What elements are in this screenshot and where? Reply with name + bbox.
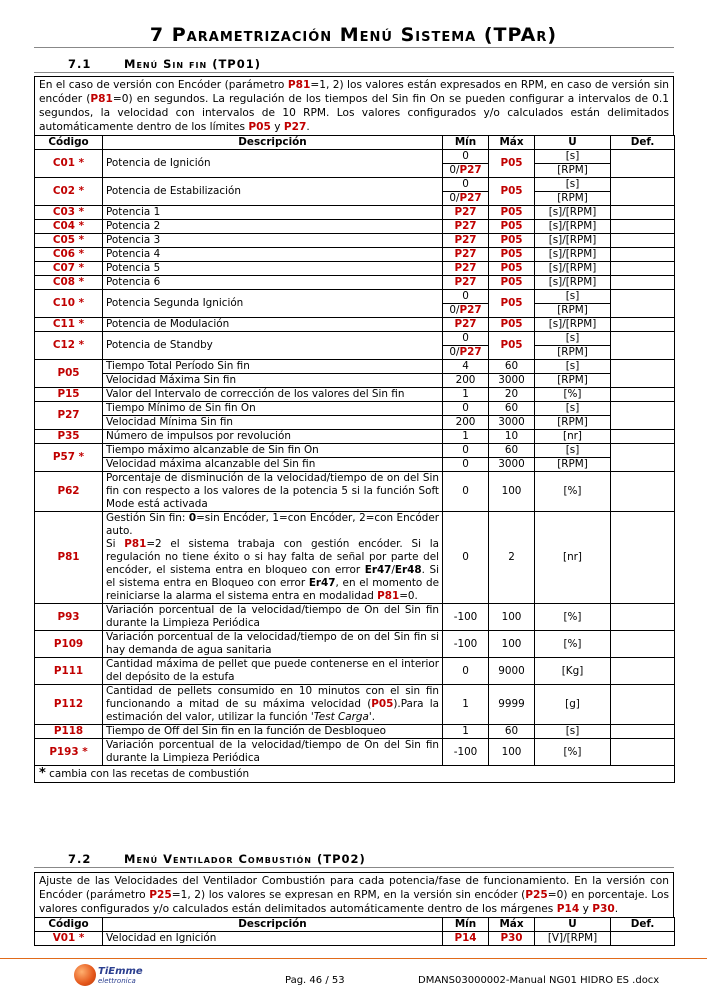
param-unit: [s] (535, 725, 611, 739)
text-run: P81 (124, 538, 147, 550)
table-row (35, 932, 675, 946)
param-max: P05 (489, 178, 535, 206)
param-min: 1 (443, 725, 489, 739)
document-name: DMANS03000002-Manual NG01 HIDRO ES .docx (418, 975, 660, 986)
param-description: Tiempo máximo alcanzable de Sin fin On (103, 444, 443, 458)
param-unit: [RPM] (535, 192, 611, 206)
param-default (611, 388, 675, 402)
text-run: Er47 (308, 577, 336, 589)
table-row (35, 631, 675, 658)
table-row (35, 458, 675, 472)
param-description: Variación porcentual de la velocidad/tiempo de On del Sin fin durante la Limpieza Periódica (103, 604, 443, 631)
param-default (611, 262, 675, 276)
param-code: P35 (35, 430, 103, 444)
logo-sphere-icon (74, 964, 96, 986)
param-description: Variación porcentual de la velocidad/tiempo de On del Sin fin durante la Limpieza Periódica (103, 739, 443, 766)
text-run: =sin Encóder, 1=con Encóder, 2=con Encóder auto. (106, 512, 439, 537)
table-row (35, 416, 675, 430)
page-number: Pag. 46 / 53 (285, 975, 345, 986)
table-row (35, 332, 675, 346)
param-max: 60 (489, 360, 535, 374)
table-row (35, 150, 675, 164)
param-min: 0 (443, 290, 489, 304)
param-max: P05 (489, 276, 535, 290)
param-default (611, 685, 675, 725)
param-unit: [RPM] (535, 304, 611, 318)
section-name: Menú Ventilador Combustión (TP02) (124, 852, 366, 866)
footnote-row (35, 766, 675, 783)
param-description: Potencia de Ignición (103, 150, 443, 178)
param-description: Tiempo de Off del Sin fin en la función de Desbloqueo (103, 725, 443, 739)
table-row (35, 220, 675, 234)
section-heading-2 (68, 852, 366, 866)
param-description: Velocidad en Ignición (103, 932, 443, 946)
text-run: Ajuste de las Velocidades del Ventilador Combustión para cada potencia/fase de funcionamiento. En la versión con Encóder (parámetro (39, 875, 669, 901)
intro-text-1 (35, 77, 673, 135)
param-default (611, 220, 675, 234)
param-unit: [%] (535, 388, 611, 402)
param-unit: [RPM] (535, 374, 611, 388)
param-unit: [s] (535, 360, 611, 374)
param-max: 2 (489, 512, 535, 604)
param-unit: [RPM] (535, 416, 611, 430)
param-code: C04 * (35, 220, 103, 234)
column-header: Máx (489, 918, 535, 932)
param-max: 9999 (489, 685, 535, 725)
param-description: Cantidad máxima de pellet que puede contenerse en el interior del depósito de la estufa (103, 658, 443, 685)
param-code: P111 (35, 658, 103, 685)
param-code: C07 * (35, 262, 103, 276)
param-default (611, 276, 675, 290)
param-min: P27 (443, 234, 489, 248)
text-run: =1, 2) los valores se expresan en RPM, en la versión sin encóder ( (171, 889, 526, 901)
table-row (35, 388, 675, 402)
param-min: 0 (443, 150, 489, 164)
column-header: U (535, 918, 611, 932)
title-divider (34, 47, 674, 48)
parameter-table-2 (34, 917, 675, 946)
param-unit: [RPM] (535, 164, 611, 178)
param-min: 0/P27 (443, 164, 489, 178)
intro-text-2 (35, 873, 673, 917)
param-code: C10 * (35, 290, 103, 318)
param-code: C06 * (35, 248, 103, 262)
table-row (35, 658, 675, 685)
param-description: Potencia 1 (103, 206, 443, 220)
param-min: 1 (443, 388, 489, 402)
param-description: Valor del Intervalo de corrección de los valores del Sin fin (103, 388, 443, 402)
param-default (611, 631, 675, 658)
param-default (611, 430, 675, 444)
param-unit: [Kg] (535, 658, 611, 685)
column-header: Máx (489, 136, 535, 150)
param-unit: [g] (535, 685, 611, 725)
param-min: 0/P27 (443, 346, 489, 360)
text-run: P25 (149, 889, 172, 901)
table-row (35, 604, 675, 631)
param-description: Potencia de Estabilización (103, 178, 443, 206)
param-max: P05 (489, 290, 535, 318)
param-max: 60 (489, 402, 535, 416)
param-min: 200 (443, 416, 489, 430)
param-max: 9000 (489, 658, 535, 685)
section-divider-1 (34, 72, 674, 73)
text-run: , en el momento de reiniciarse la alarma el sistema entra en modalidad (106, 577, 439, 602)
param-code: P81 (35, 512, 103, 604)
param-description: Porcentaje de disminución de la velocidad/tiempo de on del Sin fin con respecto a los valores de la potencia 5 si la función Soft Mode está activada (103, 472, 443, 512)
param-min: 1 (443, 430, 489, 444)
param-code: P62 (35, 472, 103, 512)
param-code: P109 (35, 631, 103, 658)
param-unit: [s]/[RPM] (535, 220, 611, 234)
table-row (35, 360, 675, 374)
table-row (35, 262, 675, 276)
param-min: 0 (443, 512, 489, 604)
param-default (611, 318, 675, 332)
param-min: 0 (443, 444, 489, 458)
text-run: Er48 (394, 564, 422, 576)
footnote (35, 766, 675, 783)
param-unit: [s] (535, 150, 611, 164)
param-description: Tiempo Mínimo de Sin fin On (103, 402, 443, 416)
param-max: 3000 (489, 374, 535, 388)
param-unit: [s] (535, 444, 611, 458)
param-max: 100 (489, 472, 535, 512)
param-code: C12 * (35, 332, 103, 360)
text-run: P27 (283, 121, 307, 133)
param-default (611, 739, 675, 766)
param-default (611, 725, 675, 739)
param-default (611, 604, 675, 631)
text-run: =0) en porcentaje. Los valores configurados y/o calculados están delimitados automáticamente dentro de los márgenes (39, 889, 669, 915)
param-code: P193 * (35, 739, 103, 766)
text-run: P25 (525, 889, 548, 901)
param-min: P27 (443, 276, 489, 290)
text-run: Cantidad de pellets consumido en 10 minutos con el sin fin funcionando a mitad de su máxima velocidad ( (106, 685, 439, 710)
param-description (103, 685, 443, 725)
column-header: Descripción (103, 136, 443, 150)
column-header: Descripción (103, 918, 443, 932)
param-max: P05 (489, 262, 535, 276)
table-row (35, 739, 675, 766)
param-default (611, 512, 675, 604)
footer-divider (0, 958, 707, 959)
text-run: P81 (377, 590, 400, 602)
text-run: 0 (188, 512, 197, 524)
param-unit: [%] (535, 604, 611, 631)
param-min: 0/P27 (443, 192, 489, 206)
param-max: 100 (489, 739, 535, 766)
param-default (611, 248, 675, 262)
section-number: 7.2 (68, 852, 92, 866)
param-max: 20 (489, 388, 535, 402)
param-min: 0 (443, 472, 489, 512)
param-description: Potencia 3 (103, 234, 443, 248)
param-unit: [s] (535, 402, 611, 416)
param-min: P27 (443, 318, 489, 332)
param-default (611, 360, 675, 388)
table-row (35, 444, 675, 458)
table-row (35, 206, 675, 220)
param-min: -100 (443, 631, 489, 658)
text-run: =0) en segundos. La regulación de los tiempos del Sin fin On se pueden configurar a intervalos de 0.1 segundos, la velocidad con intervalos de 10 RPM. Los valores configurados y/o calculados están delimitados automáticamente dentro de los límites (39, 93, 669, 133)
param-description: Potencia de Modulación (103, 318, 443, 332)
table-row (35, 725, 675, 739)
param-default (611, 178, 675, 206)
param-description: Número de impulsos por revolución (103, 430, 443, 444)
section-number: 7.1 (68, 57, 92, 71)
param-max: P05 (489, 318, 535, 332)
param-code: P15 (35, 388, 103, 402)
text-run: P81 (287, 79, 311, 91)
param-description: Potencia Segunda Ignición (103, 290, 443, 318)
param-code: P05 (35, 360, 103, 388)
table-row (35, 276, 675, 290)
intro-box-1 (34, 76, 674, 136)
param-min: 0 (443, 458, 489, 472)
param-code: P57 * (35, 444, 103, 472)
section-divider-2 (34, 867, 674, 868)
param-min: 1 (443, 685, 489, 725)
text-run: =1, 2) los valores están expresados en RPM, en caso de versión sin encóder ( (39, 79, 669, 105)
param-code: P93 (35, 604, 103, 631)
text-run: '. (368, 711, 376, 723)
table-row (35, 472, 675, 512)
param-unit: [s] (535, 290, 611, 304)
table-row (35, 178, 675, 192)
param-min: -100 (443, 604, 489, 631)
param-code: C11 * (35, 318, 103, 332)
logo-text-bottom: elettronica (98, 977, 136, 985)
table-row (35, 430, 675, 444)
table-row (35, 290, 675, 304)
param-unit: [s]/[RPM] (535, 276, 611, 290)
param-max: 60 (489, 725, 535, 739)
footnote-text: cambia con las recetas de combustión (45, 768, 250, 780)
param-description: Potencia 4 (103, 248, 443, 262)
param-code: P118 (35, 725, 103, 739)
table-row (35, 685, 675, 725)
param-unit: [%] (535, 472, 611, 512)
text-run: y (579, 903, 593, 915)
text-run: . Si el sistema entra en Bloqueo con error (106, 564, 440, 589)
column-header: Código (35, 136, 103, 150)
param-min: 0 (443, 178, 489, 192)
intro-box-2 (34, 872, 674, 918)
param-default (611, 206, 675, 220)
text-run: P81 (90, 93, 113, 105)
param-description: Variación porcentual de la velocidad/tiempo de on del Sin fin si hay demanda de agua sanitaria (103, 631, 443, 658)
text-run: . (306, 121, 310, 133)
param-min: P14 (443, 932, 489, 946)
param-max: 100 (489, 631, 535, 658)
param-unit: [s] (535, 332, 611, 346)
param-max: P05 (489, 332, 535, 360)
param-description: Velocidad Mínima Sin fin (103, 416, 443, 430)
param-min: 0/P27 (443, 304, 489, 318)
parameter-table-1 (34, 135, 675, 783)
table-row (35, 318, 675, 332)
param-default (611, 402, 675, 430)
param-description: Velocidad máxima alcanzable del Sin fin (103, 458, 443, 472)
footnote-star: * (39, 766, 46, 781)
param-description: Velocidad Máxima Sin fin (103, 374, 443, 388)
param-description: Potencia de Standby (103, 332, 443, 360)
table-row (35, 234, 675, 248)
table-row (35, 402, 675, 416)
text-run: Gestión Sin fin: (106, 512, 189, 524)
param-max: 60 (489, 444, 535, 458)
text-run: P14 (556, 903, 580, 915)
text-run: Test Carga (313, 711, 369, 723)
param-unit: [V]/[RPM] (535, 932, 611, 946)
param-unit: [s]/[RPM] (535, 262, 611, 276)
param-max: P30 (489, 932, 535, 946)
text-run: y (270, 121, 284, 133)
param-min: P27 (443, 206, 489, 220)
text-run: P05 (248, 121, 271, 133)
param-code: V01 * (35, 932, 103, 946)
text-run: =0. (399, 590, 418, 602)
param-code: P27 (35, 402, 103, 430)
text-run: P05 (371, 698, 394, 710)
column-header: Código (35, 918, 103, 932)
param-default (611, 290, 675, 318)
param-default (611, 658, 675, 685)
param-unit: [nr] (535, 430, 611, 444)
param-min: 4 (443, 360, 489, 374)
text-run: Er47 (364, 564, 392, 576)
text-run: P30 (592, 903, 615, 915)
param-min: -100 (443, 739, 489, 766)
param-unit: [s]/[RPM] (535, 206, 611, 220)
param-description: Tiempo Total Período Sin fin (103, 360, 443, 374)
param-unit: [RPM] (535, 458, 611, 472)
section-name: Menú Sin fin (TP01) (124, 57, 261, 71)
column-header: Def. (611, 136, 675, 150)
param-unit: [s]/[RPM] (535, 248, 611, 262)
text-run: . (614, 903, 619, 915)
param-code: C08 * (35, 276, 103, 290)
param-max: P05 (489, 220, 535, 234)
param-unit: [RPM] (535, 346, 611, 360)
table-row (35, 374, 675, 388)
text-run: =2 el sistema trabaja con gestión encóder. Si la regulación no tiene éxito o si hay falta de señal por parte del encóder, el sistema entra en bloqueo con error (106, 538, 439, 576)
param-code: P112 (35, 685, 103, 725)
param-max: P05 (489, 234, 535, 248)
param-max: 10 (489, 430, 535, 444)
column-header: Mín (443, 136, 489, 150)
param-max: P05 (489, 150, 535, 178)
column-header: U (535, 136, 611, 150)
param-description (103, 512, 443, 604)
text-run: ).Para la estimación del valor, utilizar la función ' (106, 698, 439, 723)
column-header: Def. (611, 918, 675, 932)
param-unit: [%] (535, 739, 611, 766)
text-run: / (391, 564, 395, 576)
param-min: 0 (443, 658, 489, 685)
param-max: 100 (489, 604, 535, 631)
table-row (35, 248, 675, 262)
param-min: 0 (443, 332, 489, 346)
param-default (611, 932, 675, 946)
logo-text-top: TiEmme (98, 966, 143, 977)
param-unit: [s] (535, 178, 611, 192)
param-min: 200 (443, 374, 489, 388)
param-description: Potencia 6 (103, 276, 443, 290)
param-code: C03 * (35, 206, 103, 220)
text-run: En el caso de versión con Encóder (parámetro (39, 79, 288, 91)
param-default (611, 332, 675, 360)
text-run: Si (106, 538, 125, 550)
table-row (35, 512, 675, 604)
company-logo (74, 962, 164, 992)
param-max: 3000 (489, 458, 535, 472)
param-unit: [s]/[RPM] (535, 234, 611, 248)
param-unit: [s]/[RPM] (535, 318, 611, 332)
param-code: C02 * (35, 178, 103, 206)
param-unit: [%] (535, 631, 611, 658)
param-min: P27 (443, 248, 489, 262)
param-description: Potencia 2 (103, 220, 443, 234)
param-min: P27 (443, 262, 489, 276)
param-default (611, 234, 675, 248)
param-min: 0 (443, 402, 489, 416)
param-default (611, 150, 675, 178)
param-default (611, 472, 675, 512)
column-header: Mín (443, 918, 489, 932)
page-title: 7 Parametrización Menú Sistema (TPAr) (149, 24, 558, 46)
param-min: P27 (443, 220, 489, 234)
param-description: Potencia 5 (103, 262, 443, 276)
param-max: P05 (489, 248, 535, 262)
param-max: 3000 (489, 416, 535, 430)
param-unit: [nr] (535, 512, 611, 604)
param-code: C05 * (35, 234, 103, 248)
param-default (611, 444, 675, 472)
param-max: P05 (489, 206, 535, 220)
param-code: C01 * (35, 150, 103, 178)
section-heading-1 (68, 57, 261, 71)
